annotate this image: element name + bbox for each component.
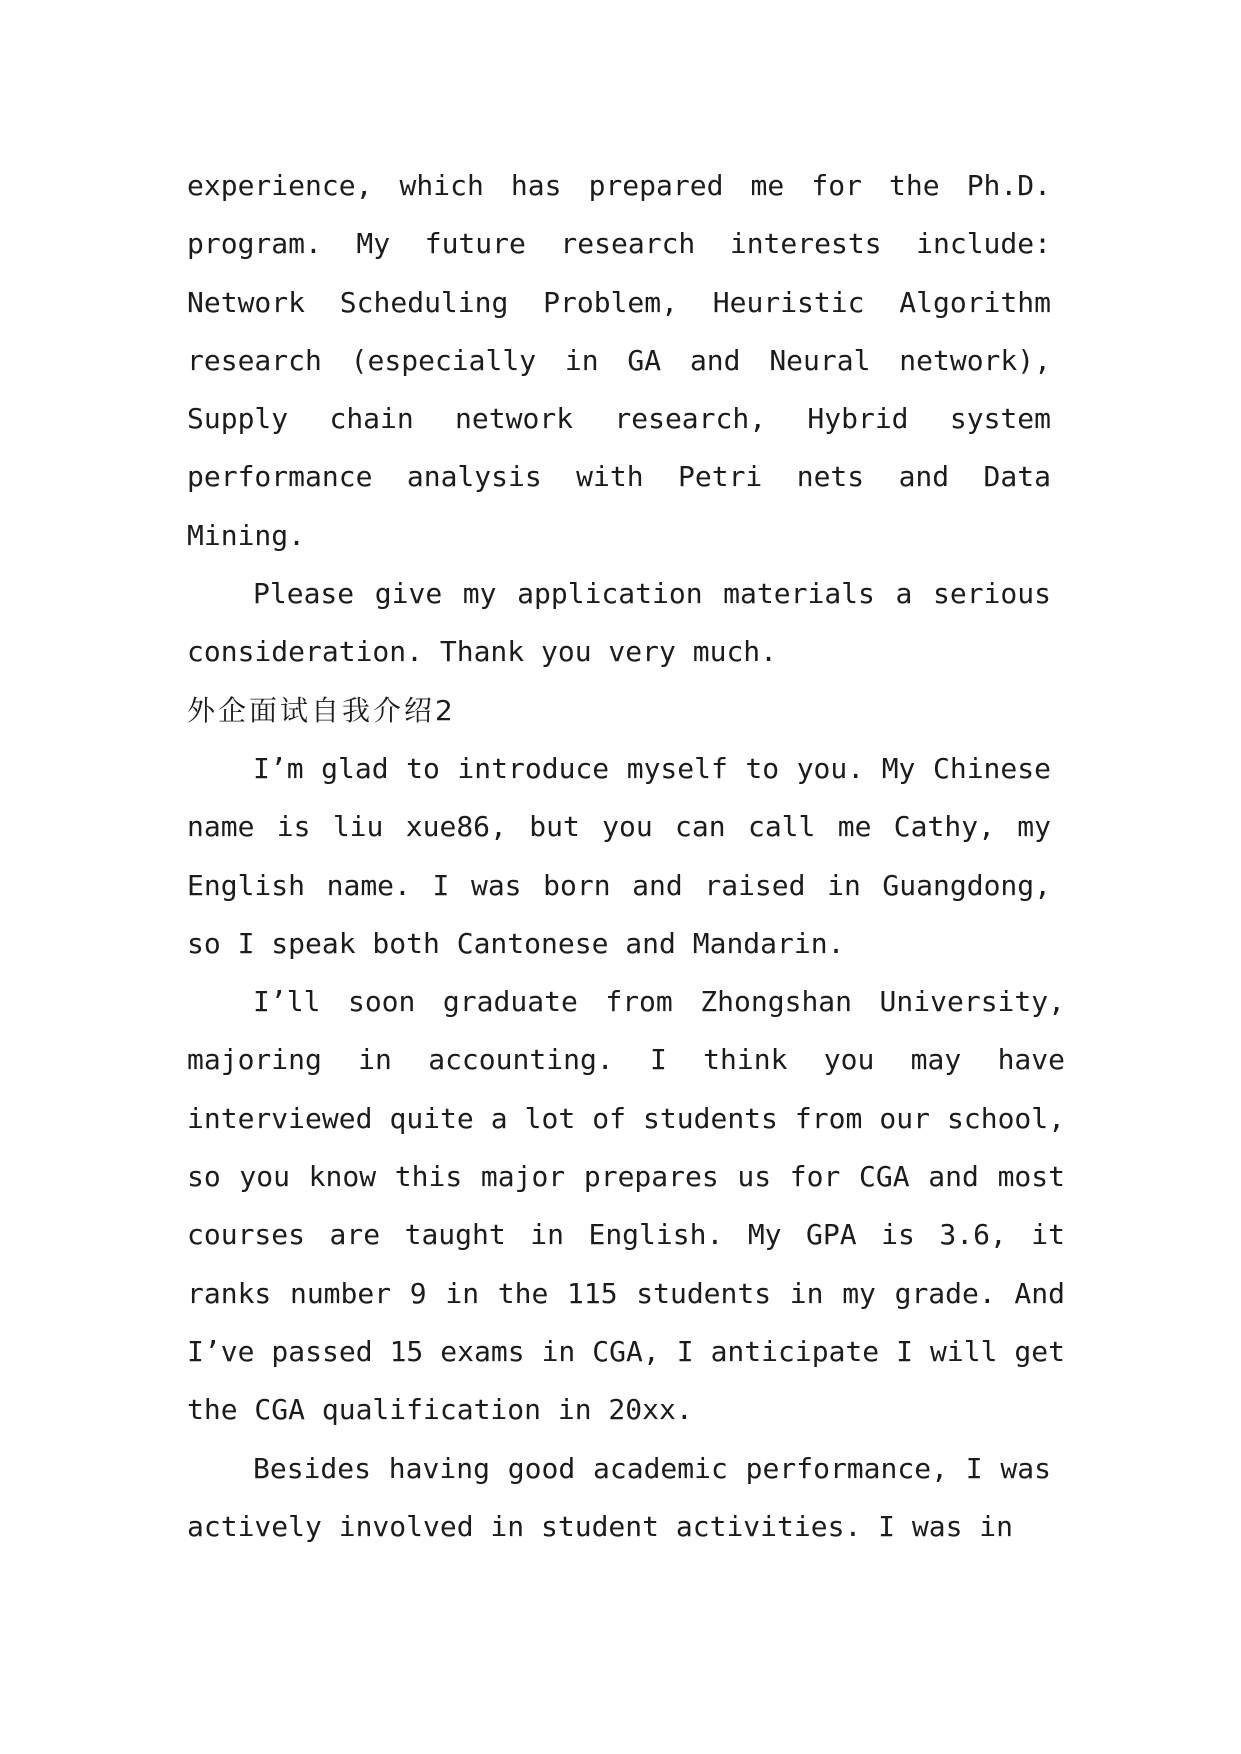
paragraph-closing-request: Please give my application materials a serious consideration. Thank you very much. [187, 577, 1051, 669]
paragraph-education: I’ll soon graduate from Zhongshan University, majoring in accounting. I think you may have interviewed quite a lot of students from our school, so you know this major prepares us for CGA and most courses are taught in English. My GPA is 3.6, it ranks number 9 in the 115 students in my grade. And I’ve passed 15 exams in CGA, I anticipate I will get the CGA qualification in 20xx. [187, 985, 1065, 1427]
section-heading: 外企面试自我介绍2 [187, 693, 456, 727]
paragraph-research-interests: experience, which has prepared me for the Ph.D. program. My future research interests include: Network Scheduling Problem, Heuristic Algorithm research (especially in GA and Neural network), Supply chain network research, Hybrid system performance analysis with Petri nets and Data Mining. [187, 169, 1051, 552]
paragraph-introduction: I’m glad to introduce myself to you. My Chinese name is liu xue86, but you can call me Cathy, my English name. I was born and raised in Guangdong, so I speak both Cantonese and Mandarin. [187, 751, 1051, 960]
paragraph-activities: Besides having good academic performance, I was actively involved in student activities. I was in [187, 1451, 1051, 1543]
document-body [187, 157, 1065, 1556]
